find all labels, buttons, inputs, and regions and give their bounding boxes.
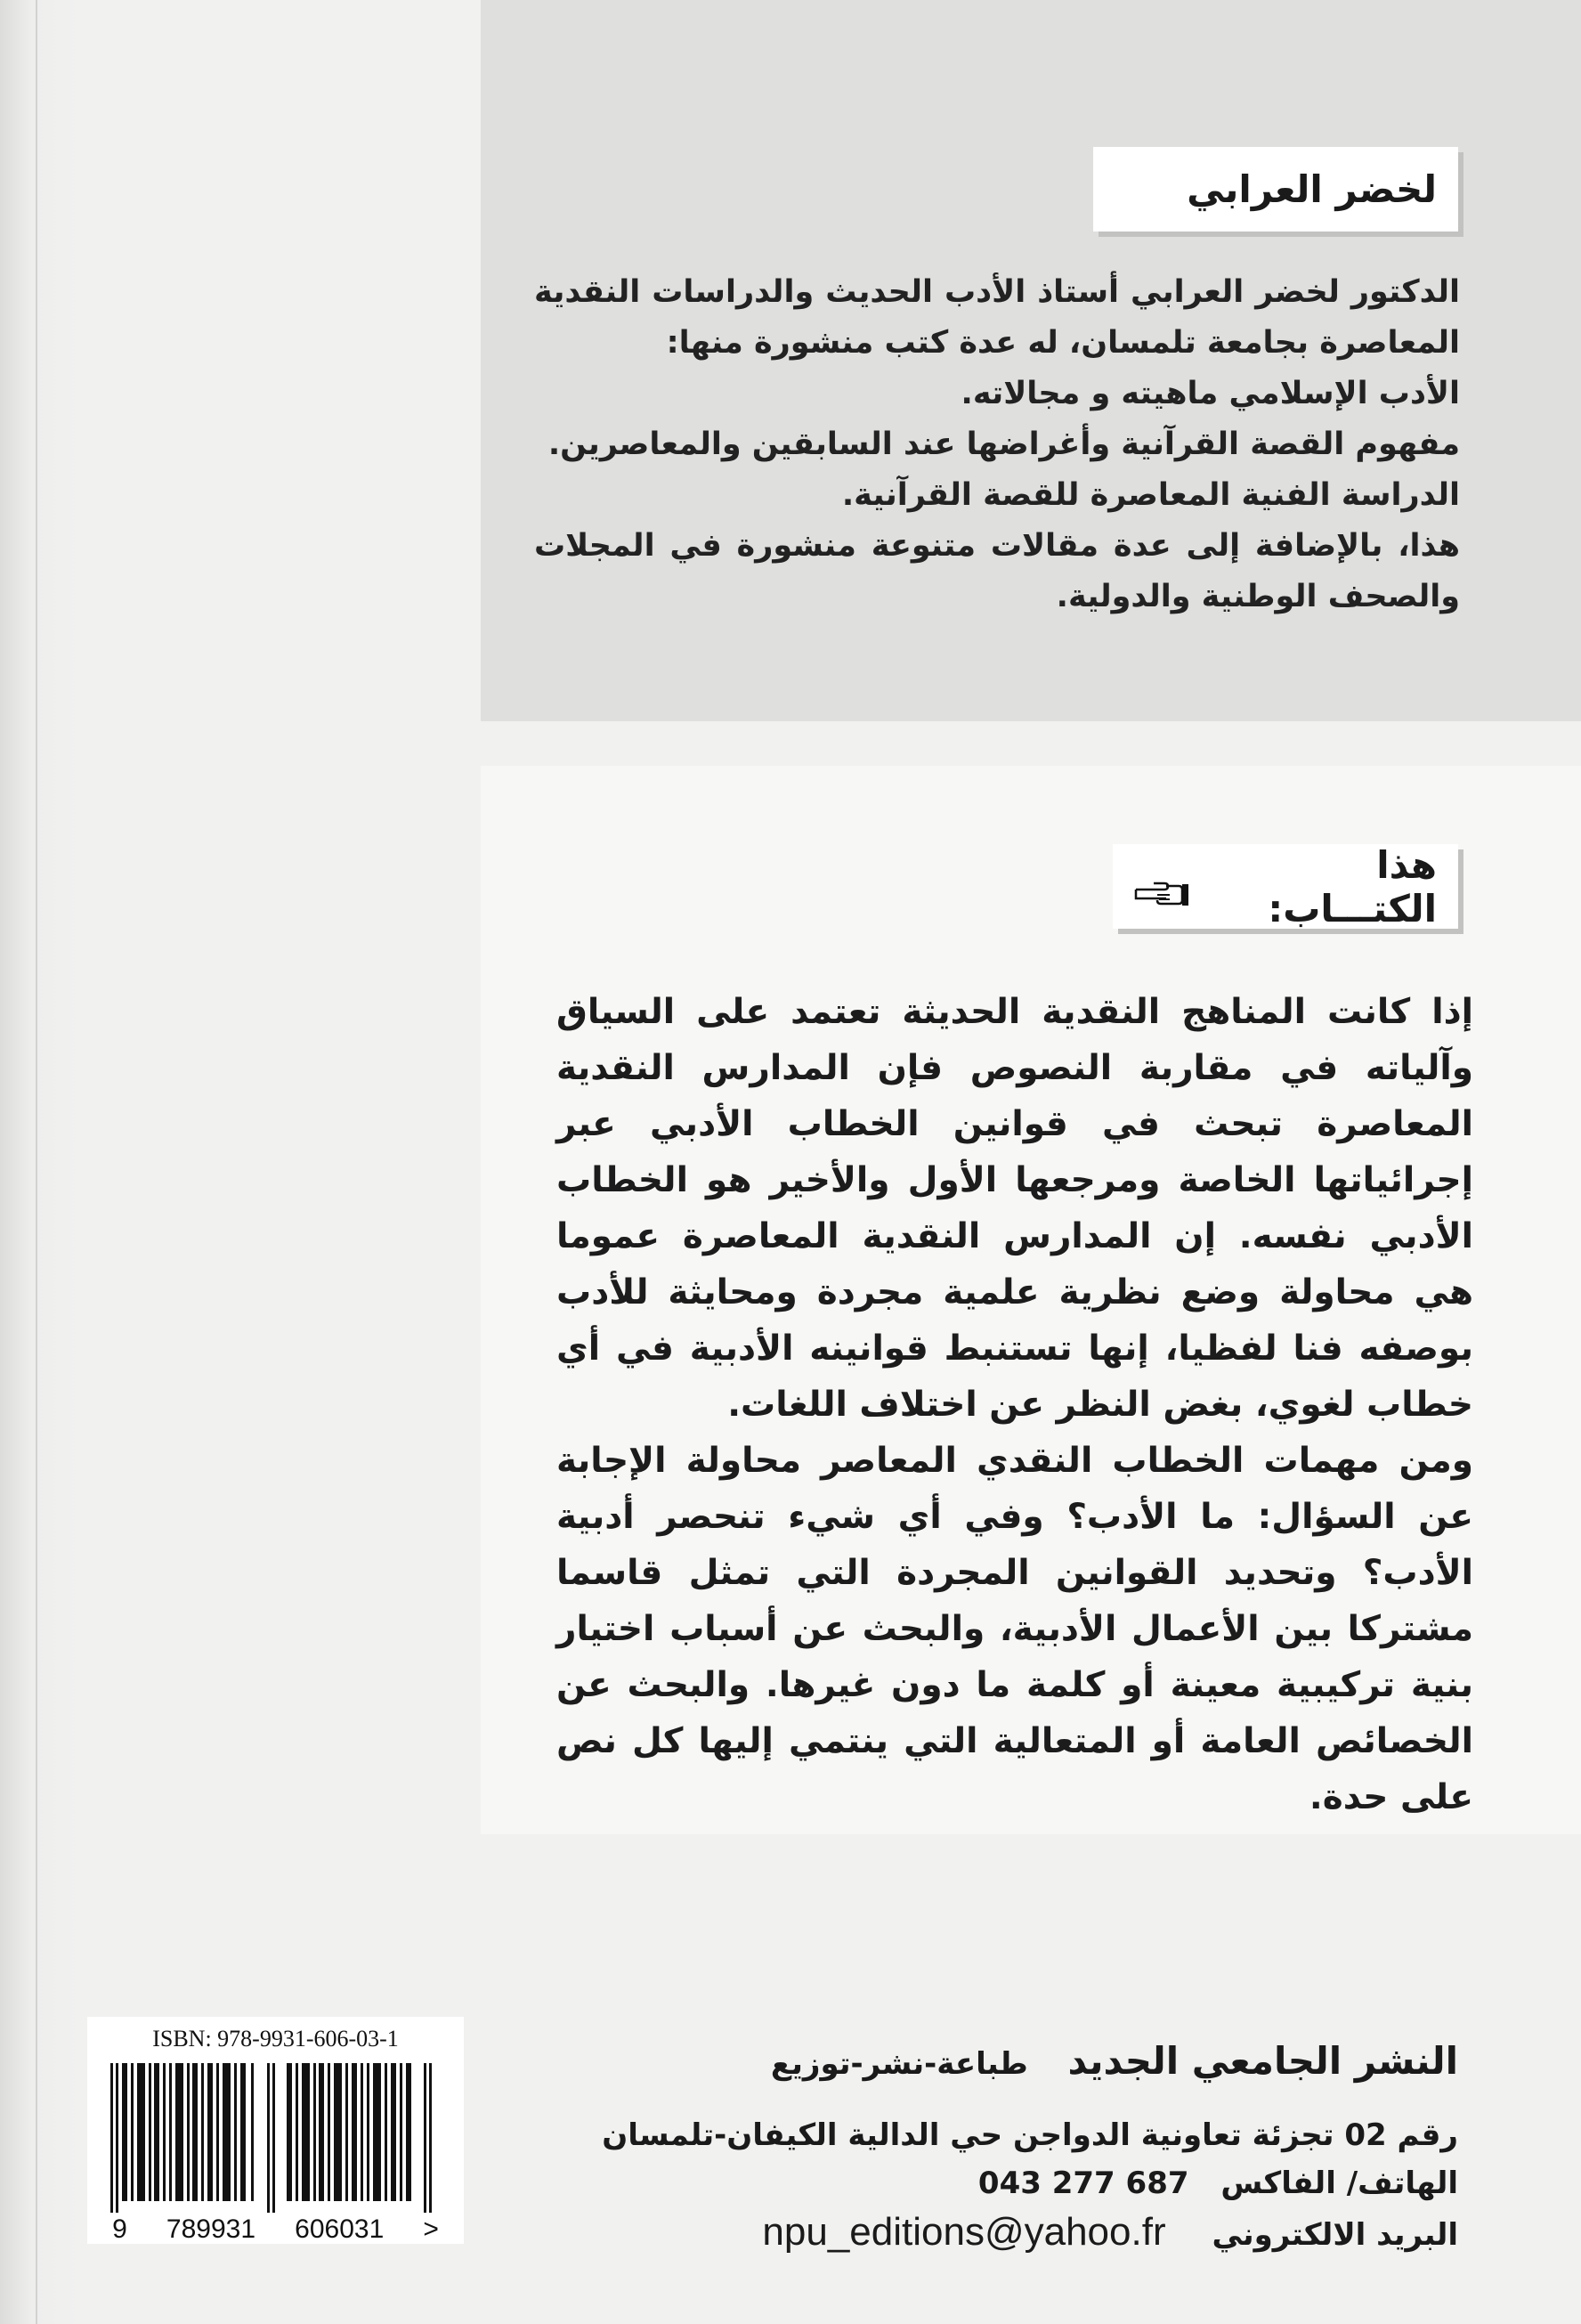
publisher-name: النشر الجامعي الجديد [1067, 2039, 1458, 2083]
phone-label: الهاتف/ الفاكس [1220, 2166, 1458, 2201]
email-label: البريد الالكتروني [1212, 2217, 1458, 2253]
book-paragraph: إذا كانت المناهج النقدية الحديثة تعتمد على السياق وآلياته في مقاربة النصوص فإن المدارس النقدية المعاصرة تبحث في قوانين الخطاب الأدبي عبر إجرائياتها الخاصة ومرجعها الأول والأخير هو الخطاب الأدبي نفسه. إن المدارس النقدية المعاصرة عموما هي محاولة وضع نظرية علمية مجردة ومحايثة للأدب بوصفه فنا لفظيا، إنها تستنبط قوانينه الأدبية في أي خطاب لغوي، بغض النظر عن اختلاف اللغات. [556, 992, 1473, 1425]
barcode-icon [98, 2063, 453, 2213]
bio-line: الأدب الإسلامي ماهيته و مجالاته. [961, 376, 1460, 411]
book-description [556, 984, 1473, 1825]
publisher-name-row [771, 2039, 1458, 2083]
author-name: لخضر العرابي [1187, 167, 1437, 211]
author-name-tag [1093, 147, 1458, 232]
barcode-digit-group: 789931 [166, 2214, 255, 2244]
publisher-address: رقم 02 تجزئة تعاونية الدواجن حي الدالية الكيفان-تلمسان [602, 2117, 1458, 2153]
isbn-barcode-box [87, 2017, 464, 2244]
publisher-tagline: طباعة-نشر-توزيع [770, 2046, 1028, 2082]
publisher-phone-row [978, 2166, 1458, 2201]
spine-crease [36, 0, 37, 2324]
barcode-digit-group: 606031 [295, 2214, 385, 2244]
bio-line: الدراسة الفنية المعاصرة للقصة القرآنية. [841, 477, 1460, 513]
book-heading-tag [1113, 844, 1458, 929]
barcode-digits [87, 2214, 464, 2245]
author-bio [534, 267, 1460, 622]
barcode-digit-group: 9 [112, 2214, 127, 2244]
publisher-email-row [762, 2210, 1458, 2255]
bio-line: مفهوم القصة القرآنية وأغراضها عند السابقين والمعاصرين. [547, 427, 1460, 462]
book-heading: هذا الكتـــاب: [1268, 842, 1437, 930]
email-address: npu_editions@yahoo.fr [762, 2210, 1166, 2254]
bio-line: الدكتور لخضر العرابي أستاذ الأدب الحديث والدراسات النقدية المعاصرة بجامعة تلمسان، له عدة كتب منشورة منها: [534, 274, 1460, 361]
bio-line: هذا، بالإضافة إلى عدة مقالات متنوعة منشورة في المجلات والصحف الوطنية والدولية. [534, 528, 1460, 614]
spine-shadow [0, 0, 80, 2324]
book-paragraph: ومن مهمات الخطاب النقدي المعاصر محاولة الإجابة عن السؤال: ما الأدب؟ وفي أي شيء تنحصر أدبية الأدب؟ وتحديد القوانين المجردة التي تمثل قاسما مشتركا بين الأعمال الأدبية، والبحث عن أسباب اختيار بنية تركيبية معينة أو كلمة ما دون غيرها. والبحث عن الخصائص العامة أو المتعالية التي ينتمي إليها كل نص على حدة. [556, 1441, 1473, 1817]
isbn-label: ISBN: 978-9931-606-03-1 [152, 2026, 399, 2052]
barcode-digit-group: > [423, 2214, 439, 2244]
pointing-hand-icon [1134, 873, 1189, 901]
phone-number: 043 277 687 [977, 2166, 1189, 2201]
